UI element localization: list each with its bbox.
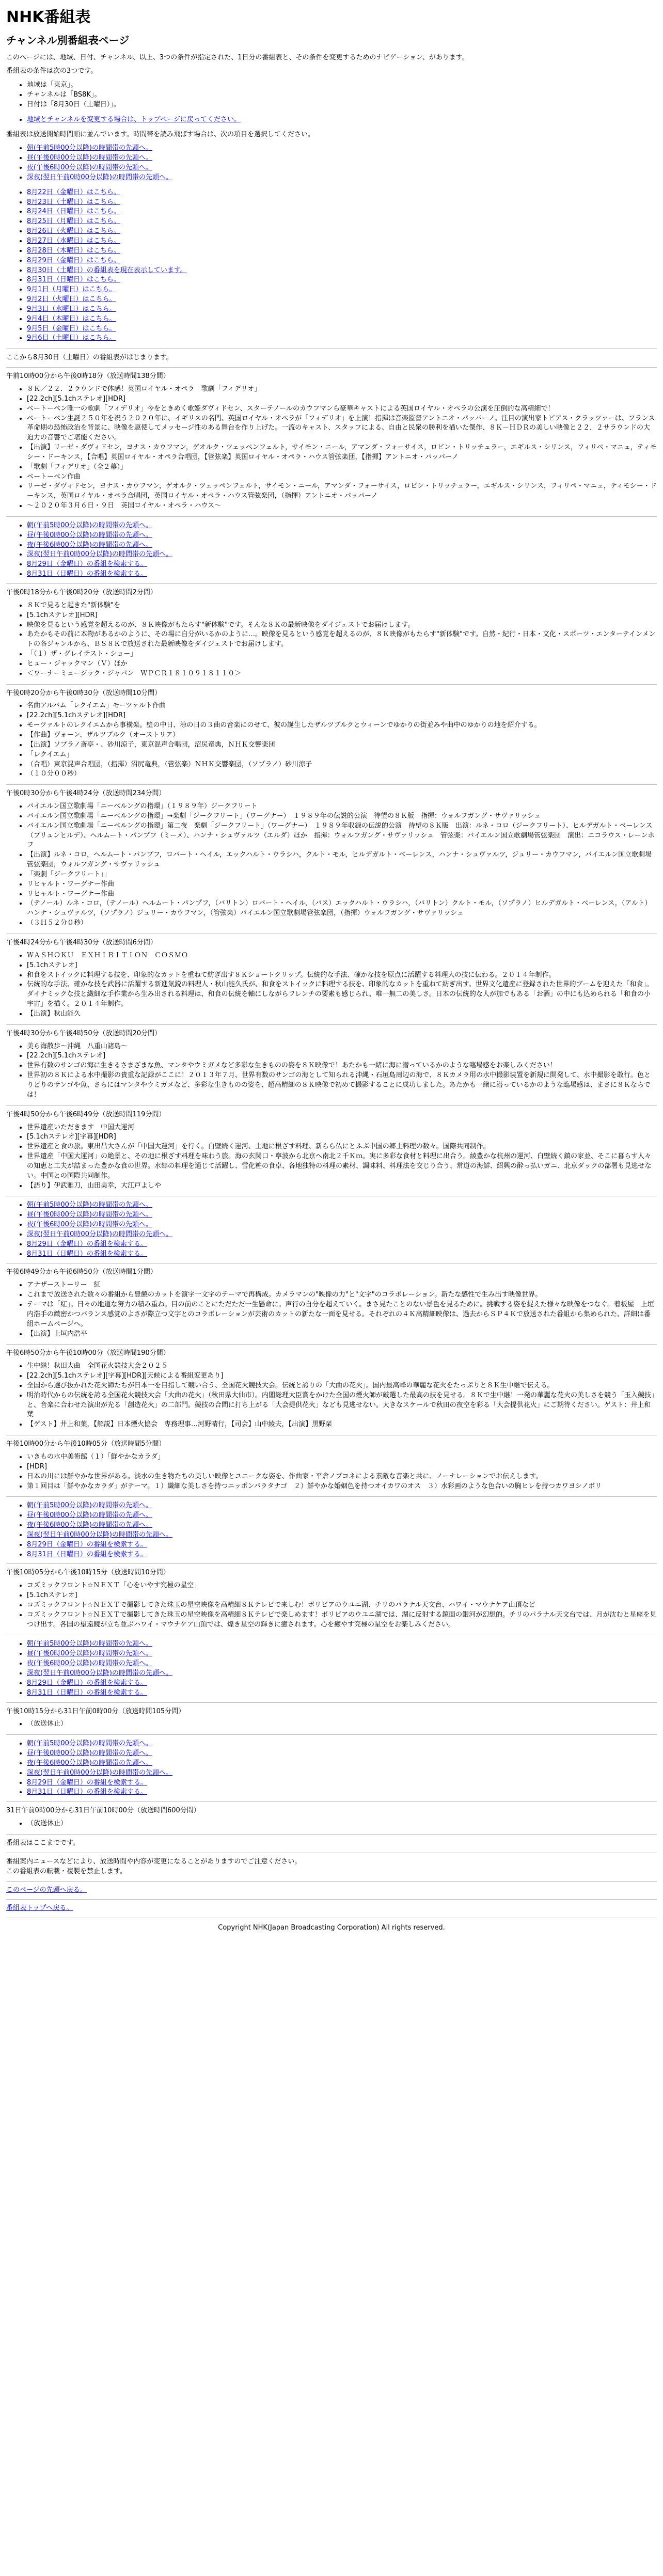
- divider: [6, 1344, 657, 1345]
- program-details: [6, 1581, 657, 1630]
- jump-evening-link[interactable]: 夜(午後6時00分以降)の時間帯の先頭へ。: [27, 164, 152, 172]
- program-detail-line: • テーマは「紅」。日々の地道な努力の積み重ね。目の前のことにただただ一生懸命に。声行の自分を超えていく。まさ見たことのない景色を見るために。挑戦する姿を捉えた様々な映像をつなぐ。着板屋 上垣内浩手の緻密かつバランス感覚のよさが際立つ文字とのコラボレーションが芸術のカットの新たな一面を見せる。それぞれの４Ｋ高精細映像は、過去からＳＰ４Ｋで放送された番組から集められた、詳細は番組ホームページへ。: [27, 1300, 657, 1330]
- condition-channel: • チャンネルは「BS8K」。: [27, 90, 657, 100]
- program-title: • 世界遺産いただきます 中国大運河: [27, 1123, 657, 1133]
- jump-noon-link[interactable]: 昼(午後0時00分以降)の時間帯の先頭へ。: [27, 1650, 152, 1658]
- program-detail-line: • リヒャルト・ワーグナー作曲: [27, 880, 657, 890]
- program-detail-line: • 【ゲスト】井上和葉，【解説】日本煙火協会 専務理事…河野晴行，【司会】山中綾夫，【出演】黒野栞: [27, 1420, 657, 1430]
- program-detail-line: • 【出演】ソプラノ斎亭・、砂川涼子，東京混声合唱団，沼尻竜典，ＮＨＫ交響楽団: [27, 740, 657, 750]
- program-time-slot: 午後4時30分から午後4時50分（放送時間20分間）: [6, 1029, 162, 1037]
- date-link[interactable]: 8月31日（日曜日）はこちら。: [27, 276, 120, 284]
- program-detail-line: • 「楽劇「ジークフリート」」: [27, 870, 657, 880]
- schedule-end: 番組表はここまでです。: [6, 1839, 80, 1847]
- jump-morning-link[interactable]: 朝(午前5時00分以降)の時間帯の先頭へ。: [27, 1502, 152, 1510]
- prev-day-search-link[interactable]: 8月29日（金曜日）の番組を検索する。: [27, 1240, 147, 1248]
- program-entry: [6, 1440, 657, 1497]
- program-entry: [6, 1110, 657, 1197]
- date-link-current[interactable]: 8月30日（土曜日）の番組表を現在表示しています。: [27, 266, 187, 274]
- program-detail-line: • 世界遺産「中国大運河」の絶景と、その地に根ざす料理を味わう旅。海の玄関口・寧波から北京へ南北２千Ｋｍ。実に多彩な食材と料理に出合う。綾豊かな杭州の運河、白壁続く鎮の家並、そこに暮らす人々の知恵と工夫が詰まった豊かな食の世界。水郷の料理を通じて活躍し、雪化粧の食卓、各地独特の料理の素材、調味料、料理法を交じり合う、常道の海鮮、紹興の酔っ払いガニ、北京ダックの部署も見逃せない。中国との国際共同制作。: [27, 1152, 657, 1181]
- conditions-list: [6, 81, 657, 110]
- program-detail-line: • モーツァルトのレクイエムから事構楽。壁の中日、涼の日の３曲の音楽にのせて、彼の誕生したザルツブルクとウィーンでゆかりの街並みや曲中のゆかりの地を紹介する。: [27, 721, 657, 731]
- program-detail-line: • コズミックフロント☆ＮＥＸＴで撮影してきた珠玉の星空映像を高精細８Ｋテレビで来しむ！ボリビアのウユニ湖、チリのパラナル天文台、ハワイ・マウナケア山頂など: [27, 1601, 657, 1610]
- divider: [6, 1024, 657, 1025]
- jump-evening-link[interactable]: 夜(午後6時00分以降)の時間帯の先頭へ。: [27, 1521, 152, 1529]
- back-to-top-link[interactable]: このページの先頭へ戻る。: [6, 1886, 87, 1894]
- condition-region: • 地域は「東京」。: [27, 81, 657, 90]
- program-details: [6, 385, 657, 511]
- prev-day-search-link[interactable]: 8月29日（金曜日）の番組を検索する。: [27, 1778, 147, 1787]
- jump-evening-link[interactable]: 夜(午後6時00分以降)の時間帯の先頭へ。: [27, 1660, 152, 1668]
- time-navigation-list: [6, 1639, 657, 1698]
- time-navigation-list: [6, 521, 657, 579]
- date-link[interactable]: 8月22日（金曜日）はこちら。: [27, 188, 120, 196]
- program-title: • ８Ｋ／２２．２ラウンドで体感！英国ロイヤル・オペラ 歌劇「フィデリオ」: [27, 385, 657, 394]
- program-detail-line: • [5.1chステレオ][字幕][HDR]: [27, 1132, 657, 1142]
- program-detail-line: • ベートーベン唯一の歌劇「フィデリオ」今をときめく歌姫ダヴィドセン、スターテノールのカウフマンら豪華キャストによる英国ロイヤル・オペラの公演を圧倒的な高精細で！: [27, 404, 657, 414]
- program-title: • （放送休止）: [27, 1719, 657, 1729]
- jump-midnight-link[interactable]: 深夜(翌日午前0時00分以降)の時間帯の先頭へ。: [27, 173, 172, 181]
- program-detail-line: • 第１回目は「鮮やかなカラダ」がテーマ。１）繊細な美しさを持つニッポンバラタナゴ ２）鮮やかな婚姻色を持つオイカワのオス ３）水彩画のような色合いの胸ヒレを持つカワヨシノボリ: [27, 1482, 657, 1492]
- program-detail-line: • 【出演】ルネ・コロ，ヘルムート・パンプフ，ロバート・ヘイル，エックハルト・ウラシハ，クルト・モル，ヒルデガルト・ベーレンス，ハンナ・シュヴァルツ，ジュリー・カウフマン，バイエルン国立歌劇場管弦楽団，ウォルフガング・サヴァリッシュ: [27, 850, 657, 870]
- jump-morning-link[interactable]: 朝(午前5時00分以降)の時間帯の先頭へ。: [27, 144, 152, 152]
- next-day-search-link[interactable]: 8月31日（日曜日）の番組を検索する。: [27, 1688, 147, 1697]
- jump-morning-link[interactable]: 朝(午前5時00分以降)の時間帯の先頭へ。: [27, 521, 152, 529]
- next-day-search-link[interactable]: 8月31日（日曜日）の番組を検索する。: [27, 1550, 147, 1558]
- program-detail-line: • 世界初の８Ｋによる水中撮影の貴重な記録がここに！２０１３年７月、世界有数のサンゴの海として知られる沖縄・石垣島周辺の海で、８Ｋカメラ用の水中撮影装置を新規に開発して、水中撮影を敢行。色とりどりのサンゴや魚、さらにはマンタやウミガメなど、多彩な生きものの姿を、超高精細の８Ｋ映像で初めて撮影することに成功しました。あたかも一緒に潜っているかのような臨場感は、まさに８Ｋならでは！: [27, 1071, 657, 1100]
- date-links: [6, 188, 657, 344]
- date-link[interactable]: 9月1日（月曜日）はこちら。: [27, 286, 116, 294]
- program-detail-line: • [5.1chステレオ]: [27, 961, 657, 971]
- program-detail-line: • [5.1chステレオ]: [27, 1591, 657, 1601]
- program-details: [6, 701, 657, 779]
- divider: [6, 367, 657, 368]
- program-detail-line: • 和食をストイックに料理する技を、印象的なカットを重ねて紡ぎ出す８Ｋショートクリップ。伝統的な手法、確かな技を原点に活躍する料理人の技に伝わる。２０１４年制作。: [27, 971, 657, 981]
- date-link[interactable]: 8月26日（火曜日）はこちら。: [27, 227, 120, 235]
- program-detail-line: • （３Ｈ５２分０秒）: [27, 919, 657, 928]
- program-detail-line: • 伝統的な手法、確かな技を武器に活躍する新進気鋭の料理人・秋山能久氏が、和食をストイックに料理する技を、印象的なカットを重ねて紡ぎ出す。世界文化遺産に登録された世界的ブームを迎えた「和食」。ダイナミックな技と繊細な手作業から生み出される料理は、和食の伝統を軸にしながらフレンチの要素も感じられ、唯一無二の美しさ。日本の伝統的な人が加でもある「お酒」の中にも込められる「和食の小宇宙」を描く。２０１４年制作。: [27, 980, 657, 1009]
- date-link[interactable]: 8月29日（金曜日）はこちら。: [27, 256, 120, 264]
- program-time-slot: 午後0時18分から午後0時20分（放送時間2分間）: [6, 589, 157, 596]
- time-navigation: [6, 1200, 657, 1263]
- program-details: [6, 951, 657, 1019]
- date-link[interactable]: 9月5日（金曜日）はこちら。: [27, 324, 116, 333]
- divider: [6, 1881, 657, 1882]
- program-entry: [6, 1707, 657, 1735]
- jump-noon-link[interactable]: 昼(午後0時00分以降)の時間帯の先頭へ。: [27, 531, 152, 539]
- program-detail-line: • バイエルン国立歌劇場「ニーベルングの指環」→楽劇「ジークフリート」（ワーグナー） １９８９年の伝説的公演 待望の８Ｋ版 指揮：ウォルフガング・サヴァリッシュ: [27, 812, 657, 821]
- program-detail-line: • リーゼ・ダヴィドセン，ヨナス・カウフマン，ゲオルク・ツェッペンフェルト，サイモン・ニール，アマンダ・フォーサイス，ロビン・トリッチュラー，エギルス・シリンス，フィリペ・マニュ，ティモシー・ドーキンス，英国ロイヤル・オペラ合唱団，英国ロイヤル・オペラ・ハウス管弦楽団，（指揮）アントニオ・パッパーノ: [27, 482, 657, 501]
- program-details: [6, 1123, 657, 1191]
- prev-day-search-link[interactable]: 8月29日（金曜日）の番組を検索する。: [27, 1679, 147, 1687]
- jump-morning-link[interactable]: 朝(午前5時00分以降)の時間帯の先頭へ。: [27, 1740, 152, 1748]
- time-navigation: [6, 1501, 657, 1564]
- program-detail-line: • 世界有数のサンゴの海に生きるさまざまな魚、マンタやウミガメなど多彩な生きものの姿を８Ｋ映像で！あたかも一緒に海に潜っているかのような臨場感をお楽しみください！: [27, 1061, 657, 1071]
- program-detail-line: • コズミックフロント☆ＮＥＸＴで撮影してきた珠玉の星空映像を高精細８Ｋテレビで楽しめます！ボリビアのウユニ湖では、湖に反射する鏡面の銀河が幻想的。チリのパラナル天文台では、月が沈むと星座を見つけ出す。各国の望遠鏡が立ち並ぶハワイ・マウナケア山頂では、煌き星空の輝きに癒されます。心を癒やす究極の星空をお楽しみください。: [27, 1610, 657, 1630]
- program-detail-line: • 【語り】伊武雅刀，山田美幸，大江戸よしや: [27, 1181, 657, 1191]
- program-detail-line: • これまで放送された数々の番組から豊饒のカットを演字一文字のテーマで再構成。カメラマンの"映像の力"と"文字"のコラボレーション。新たな感性で生み出す映像世界。: [27, 1290, 657, 1300]
- jump-noon-link[interactable]: 昼(午後0時00分以降)の時間帯の先頭へ。: [27, 1749, 152, 1758]
- program-detail-line: • [22.2ch][5.1chステレオ]: [27, 1051, 657, 1061]
- program-time-slot: 午後6時50分から午後10時00分（放送時間190分間）: [6, 1349, 170, 1357]
- program-entry: [6, 689, 657, 785]
- next-day-search-link[interactable]: 8月31日（日曜日）の番組を検索する。: [27, 570, 147, 578]
- program-details: [6, 1362, 657, 1430]
- site-title: NHK番組表: [6, 8, 91, 26]
- time-jump-links: [6, 144, 657, 182]
- program-detail-line: • 全国から選び抜かれた花火師たちが日本一を目指して競い合う、全国花火競技大会。伝統と誇りの「大曲の花火」。国内最高峰の華麗な花火をたっぷりと８Ｋ生中継で伝える。: [27, 1381, 657, 1391]
- date-link[interactable]: 8月27日（水曜日）はこちら。: [27, 237, 120, 245]
- program-detail-line: • ヒュー・ジャックマン（Ｖ）ほか: [27, 659, 657, 669]
- program-details: [6, 1042, 657, 1100]
- program-detail-line: • ベートーベン生誕２５０年を祝う２０２０年に、イギリスの名門、英国ロイヤル・オペラが「フィデリオ」を上演！指揮は音楽監督アントニオ・パッパーノ。注目の演出家トビアス・クラッツァーは、フランス革命期の恐怖政治を背景に、映像を駆使してメッセージ性のある舞台を作り上げた。一流のキャスト、スタッフによる、自由と民衆の勝利を描いた傑作、８Ｋ－ＨＤＲの美しい映像と２２．２サラウンドの大迫力の音響でご堪能ください。: [27, 414, 657, 444]
- program-title: • いきもの水中美術館（１）「鮮やかなカラダ」: [27, 1452, 657, 1462]
- program-details: [6, 1819, 657, 1829]
- program-detail-line: • 【出演】リーゼ・ダヴィドセン，ヨナス・カウフマン，ゲオルク・ツェッペンフェルト，サイモン・ニール，アマンダ・フォーサイス，ロビン・トリッチュラー，エギルス・シリンス，フィリペ・マニュ，ティモシー・ドーキンス，【合唱】英国ロイヤル・オペラ合唱団，【管弦楽】英国ロイヤル・オペラ・ハウス管弦楽団，【指揮】アントニオ・パッパーノ: [27, 443, 657, 463]
- page-title: チャンネル別番組表ページ: [6, 34, 130, 46]
- jump-midnight-link[interactable]: 深夜(翌日午前0時00分以降)の時間帯の先頭へ。: [27, 1230, 172, 1238]
- jump-evening-link[interactable]: 夜(午後6時00分以降)の時間帯の先頭へ。: [27, 1221, 152, 1229]
- notice-copy: この番組表の転載・複製を禁止します。: [6, 1867, 127, 1875]
- program-detail-line: • [22.2ch][5.1chステレオ][HDR]: [27, 711, 657, 721]
- schedule-start: ここから8月30日（土曜日）の番組表がはじまります。: [6, 354, 173, 362]
- program-detail-line: • [5.1chステレオ][HDR]: [27, 611, 657, 621]
- program-detail-line: • 「（１）ザ・グレイテスト・ショー」: [27, 650, 657, 659]
- program-time-slot: 午後10時05分から午後10時15分（放送時間10分間）: [6, 1569, 170, 1577]
- time-navigation-list: [6, 1200, 657, 1259]
- intro-description: このページには、地域、日付、チャンネル、以上、3つの条件が指定された、1日分の番組表と、その条件を変更するためのナビゲーション、があります。: [6, 53, 469, 61]
- jump-morning-link[interactable]: 朝(午前5時00分以降)の時間帯の先頭へ。: [27, 1640, 152, 1648]
- divider: [6, 1702, 657, 1703]
- program-time-slot: 午後10時15分から31日午前0時00分（放送時間105分間）: [6, 1707, 185, 1715]
- program-entry: [6, 1029, 657, 1106]
- jump-noon-link[interactable]: 昼(午後0時00分以降)の時間帯の先頭へ。: [27, 1211, 152, 1219]
- program-time-slot: 午後10時00分から午後10時05分（放送時間5分間）: [6, 1440, 166, 1448]
- program-time-slot: 午後6時49分から午後6時50分（放送時間1分間）: [6, 1268, 157, 1276]
- program-detail-line: • 日本の川には鮮やかな世界がある。淡水の生き物たちの美しい映像とユニークな姿を、作曲家・平倉ノブコネによる素敵な音楽と共に、ノーナレーションでお伝えします。: [27, 1472, 657, 1482]
- program-detail-line: • あたかもその前に本物があるかのように、その場に自分がいるかのように…。映像を見るという感覚を超えるのが、８Ｋ映像がもたらす"新体験"です。自然・紀行・日本・文化・スポーツ・エンターテインメントの各ジャンルから、ＢＳ８Ｋで放送された最新映像をダイジェストでお届けします。: [27, 630, 657, 650]
- program-detail-line: • 「歌劇「フィデリオ」（全２幕）」: [27, 463, 657, 472]
- divider: [6, 1899, 657, 1900]
- jump-noon-link[interactable]: 昼(午後0時00分以降)の時間帯の先頭へ。: [27, 154, 152, 162]
- time-navigation: [6, 521, 657, 584]
- program-entry: [6, 1349, 657, 1435]
- program-title: • バイエルン国立歌劇場「ニーベルングの指環」（１９８９年）ジークフリート: [27, 802, 657, 812]
- date-link[interactable]: 8月25日（月曜日）はこちら。: [27, 217, 120, 226]
- date-link[interactable]: 8月23日（土曜日）はこちら。: [27, 198, 120, 206]
- program-details: [6, 1719, 657, 1729]
- program-detail-line: • ＜ワーナーミュージック・ジャパン ＷＰＣＲ１８１０９１８１１０＞: [27, 669, 657, 679]
- schedule: [6, 372, 657, 1835]
- program-entry: [6, 938, 657, 1025]
- next-day-search-link[interactable]: 8月31日（日曜日）の番組を検索する。: [27, 1788, 147, 1796]
- program-title: • コズミックフロント☆ＮＥＸＴ「心をいやす究極の星空」: [27, 1581, 657, 1591]
- program-detail-line: • （テノール）ルネ・コロ，（テノール）ヘルムート・パンプフ，（バリトン）ロバート・ヘイル，（バス）エックハルト・ウラシハ，（バリトン）クルト・モル，（ソプラノ）ヒルデガルト・ベーレンス，（アルト）ハンナ・シュヴァルツ，（ソプラノ）ジュリー・カウフマン，（管弦楽）バイエルン国立歌劇場管弦楽団，（指揮）ウォルフガング・サヴァリッシュ: [27, 899, 657, 919]
- divider: [6, 1105, 657, 1106]
- time-navigation: [6, 1739, 657, 1802]
- time-navigation-list: [6, 1739, 657, 1797]
- date-link[interactable]: 9月3日（水曜日）はこちら。: [27, 305, 116, 313]
- program-title: • （放送休止）: [27, 1819, 657, 1829]
- program-detail-line: • ～２０２０年３月６日・９日 英国ロイヤル・オペラ・ハウス～: [27, 501, 657, 511]
- divider: [6, 784, 657, 785]
- program-detail-line: • 明治時代からの伝統を誇る全国花火競技大会「大曲の花火」（秋田県大仙市）。内閣総理大臣賞をかけた全国の煙火師が厳選した最高の技を見せる。８Ｋで生中継！一発の華麗な花火の美しさを競う「玉入競技」と、音楽に合わせた演出が光る「創造花火」の二部門。競技の合間に打ち上がる「大会提供花火」なども見逃せない。大きなスケールで秋田の夜空を彩る「大会提供花火」にご期待ください。ゲスト：井上和葉: [27, 1391, 657, 1420]
- program-detail-line: • 世界遺産と食の旅。東出昌大さんが「中国大運河」を行く。白壁続く運河、土地に根ざす料理、新らら仏にとふぶ中国の郷土料理の数々。国際共同制作。: [27, 1142, 657, 1152]
- time-navigation: [6, 1639, 657, 1702]
- program-title: • 美ら海散歩～沖縄 八重山諸島～: [27, 1042, 657, 1052]
- program-detail-line: • （１０分００秒）: [27, 769, 657, 779]
- program-entry: [6, 1268, 657, 1345]
- program-time-slot: 午前10時00分から午後0時18分（放送時間138分間）: [6, 372, 170, 381]
- date-link[interactable]: 9月4日（木曜日）はこちら。: [27, 314, 116, 323]
- program-detail-line: • リヒャルト・ワーグナー作曲: [27, 890, 657, 899]
- program-time-slot: 午後4時50分から午後6時49分（放送時間119分間）: [6, 1110, 166, 1118]
- change-link-list: [6, 115, 657, 125]
- program-detail-line: • 【出演】秋山能久: [27, 1009, 657, 1019]
- divider: [6, 1801, 657, 1802]
- program-detail-line: • [HDR]: [27, 1462, 657, 1472]
- program-title: • 生中継！秋田大曲 全国花火競技大会２０２５: [27, 1362, 657, 1371]
- divider: [6, 583, 657, 584]
- program-detail-line: • ベートーベン作曲: [27, 472, 657, 482]
- program-details: [6, 601, 657, 679]
- date-link[interactable]: 8月28日（木曜日）はこちら。: [27, 246, 120, 255]
- program-details: [6, 802, 657, 928]
- program-detail-line: • （合唱）東京混声合唱団，（指揮）沼尻竜典，（管弦楽）ＮＨＫ交響楽団，（ソプラノ）砂川涼子: [27, 760, 657, 770]
- jump-morning-link[interactable]: 朝(午前5時00分以降)の時間帯の先頭へ。: [27, 1201, 152, 1209]
- program-title: • アナザーストーリー 紅: [27, 1281, 657, 1290]
- divider: [6, 1496, 657, 1497]
- copyright: Copyright NHK(Japan Broadcasting Corporation) All rights reserved.: [218, 1924, 445, 1932]
- program-details: [6, 1281, 657, 1339]
- prev-day-search-link[interactable]: 8月29日（金曜日）の番組を検索する。: [27, 1540, 147, 1548]
- program-detail-line: • 【作曲】ヴォーン、ザルツブルク（オーストリア）: [27, 731, 657, 740]
- notice-change: 番組案内ニュースなどにより、放送時間や内容が変更になることがありますのでご注意ください。: [6, 1857, 302, 1866]
- program-time-slot: 午後0時30分から午後4時24分（放送時間234分間）: [6, 789, 166, 798]
- jump-evening-link[interactable]: 夜(午後6時00分以降)の時間帯の先頭へ。: [27, 541, 152, 549]
- conditions-lead: 番組表の条件は次の3つです。: [6, 67, 98, 75]
- jump-midnight-link[interactable]: 深夜(翌日午前0時00分以降)の時間帯の先頭へ。: [27, 1768, 172, 1777]
- divider: [6, 684, 657, 685]
- program-detail-line: • 映像を見るという感覚を超えるのが、８Ｋ映像がもたらす"新体験"です。そんな８Ｋの最新映像をダイジェストでお届けします。: [27, 621, 657, 630]
- jump-midnight-link[interactable]: 深夜(翌日午前0時00分以降)の時間帯の先頭へ。: [27, 1669, 172, 1677]
- jump-midnight-link[interactable]: 深夜(翌日午前0時00分以降)の時間帯の先頭へ。: [27, 1530, 172, 1539]
- condition-date: • 日付は「8月30日（土曜日）」。: [27, 100, 657, 110]
- program-entry: [6, 372, 657, 517]
- prev-day-search-link[interactable]: 8月29日（金曜日）の番組を検索する。: [27, 560, 147, 568]
- divider: [6, 1563, 657, 1564]
- divider: [6, 1834, 657, 1835]
- divider: [6, 516, 657, 517]
- schedule-home-link[interactable]: 番組表トップへ戻る。: [6, 1904, 73, 1913]
- next-day-search-link[interactable]: 8月31日（日曜日）の番組を検索する。: [27, 1250, 147, 1258]
- program-title: • 名曲アルバム「レクイエム」モーツァルト作曲: [27, 701, 657, 711]
- date-link[interactable]: 9月2日（火曜日）はこちら。: [27, 295, 116, 304]
- date-link[interactable]: 8月24日（日曜日）はこちら。: [27, 208, 120, 216]
- program-detail-line: • 【出演】上垣内浩平: [27, 1330, 657, 1339]
- program-detail-line: • バイエルン国立歌劇場「ニーベルングの指環」第二夜 楽劇「ジークフリート」（ワーグナー） １９８９年収録の伝説的公演 待望の８Ｋ版 出演：ルネ・コロ（ジークフリート）、ヒルデガルト・ベーレンス（ブリュンヒルデ）、ヘルムート・パンプフ（ミーメ）、ハンナ・シュヴァルツ（エルダ）ほか 指揮：ウォルフガング・サヴァリッシュ 管弦楽：バイエルン国立歌劇場管弦楽団 演出：ニコラウス・レーンホフ: [27, 821, 657, 851]
- jump-evening-link[interactable]: 夜(午後6時00分以降)の時間帯の先頭へ。: [27, 1759, 152, 1767]
- program-detail-line: • [22.2ch][5.1chステレオ][HDR]: [27, 394, 657, 404]
- program-entry: [6, 789, 657, 934]
- divider: [6, 1734, 657, 1735]
- program-title: • ８Ｋで見ると起きた"新体験"を: [27, 601, 657, 611]
- notice: [6, 1857, 657, 1877]
- program-entry: [6, 1806, 657, 1835]
- program-entry: [6, 588, 657, 685]
- program-time-slot: 午後0時20分から午後0時30分（放送時間10分間）: [6, 689, 162, 697]
- program-detail-line: • 「レクイエム」: [27, 750, 657, 760]
- program-entry: [6, 1568, 657, 1635]
- program-time-slot: 午後4時24分から午後4時30分（放送時間6分間）: [6, 939, 157, 946]
- program-time-slot: 31日午前0時00分から31日午前10時00分（放送時間600分間）: [6, 1807, 200, 1815]
- program-detail-line: • [22.2ch][5.1chステレオ][字幕][HDR][天候による番組変更あり]: [27, 1371, 657, 1381]
- date-link[interactable]: 9月6日（土曜日）はこちら。: [27, 334, 116, 342]
- jump-noon-link[interactable]: 昼(午後0時00分以降)の時間帯の先頭へ。: [27, 1511, 152, 1520]
- time-navigation-list: [6, 1501, 657, 1559]
- change-conditions-link[interactable]: 地域とチャンネルを変更する場合は、トップページに戻ってください。: [27, 115, 241, 123]
- program-details: [6, 1452, 657, 1491]
- order-note: 番組表は放送開始時間順に並んでいます。時間帯を読み飛ばす場合は、次の項目を選択してください。: [6, 130, 314, 138]
- program-title: • ＷＡＳＨＯＫＵ ＥＸＨＩＢＩＴＩＯＮ ＣＯＳＭＯ: [27, 951, 657, 961]
- jump-midnight-link[interactable]: 深夜(翌日午前0時00分以降)の時間帯の先頭へ。: [27, 550, 172, 559]
